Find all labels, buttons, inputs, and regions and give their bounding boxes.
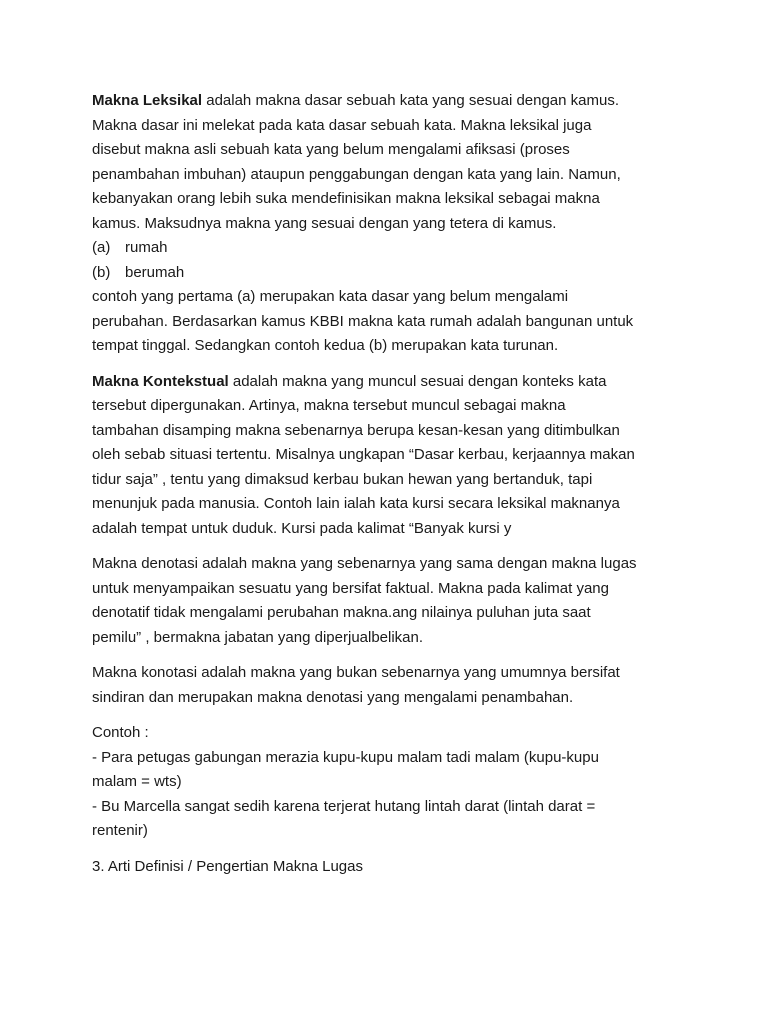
paragraph-makna-denotasi [92, 552, 692, 650]
paragraph-makna-konotasi [92, 661, 692, 710]
paragraph-contoh [92, 721, 692, 844]
paragraph-line: adalah tempat untuk duduk. Kursi pada kalimat “Banyak kursi y [92, 519, 512, 537]
paragraph-line [92, 370, 692, 395]
paragraph-line: tambahan disamping makna sebenarnya berupa kesan-kesan yang ditimbulkan [92, 421, 620, 439]
list-marker: (a) [92, 239, 111, 256]
paragraph-line: tersebut dipergunakan. Artinya, makna tersebut muncul sebagai makna [92, 397, 566, 414]
paragraph-text: adalah makna dasar sebuah kata yang sesuai dengan kamus. [202, 92, 620, 109]
section-heading [92, 855, 692, 880]
paragraph-line: sindiran dan merupakan makna denotasi yang mengalami penambahan. [92, 688, 574, 706]
paragraph-makna-leksikal [92, 89, 692, 359]
list-item-text: berumah [125, 263, 185, 281]
paragraph-line [92, 89, 692, 114]
paragraph-line: Makna denotasi adalah makna yang sebenarnya yang sama dengan makna lugas [92, 555, 637, 572]
paragraph-line: tempat tinggal. Sedangkan contoh kedua (b) merupakan kata turunan. [92, 337, 559, 354]
list-item [92, 261, 692, 286]
list-item [92, 236, 692, 261]
document-page [92, 89, 692, 890]
paragraph-line: perubahan. Berdasarkan kamus KBBI makna kata rumah adalah bangunan untuk [92, 312, 634, 330]
paragraph-line: untuk menyampaikan sesuatu yang bersifat faktual. Makna pada kalimat yang [92, 579, 609, 597]
heading-text: 3. Arti Definisi / Pengertian Makna Lugas [92, 857, 363, 875]
paragraph-line: kebanyakan orang lebih suka mendefinisikan makna leksikal sebagai makna [92, 190, 600, 207]
paragraph-line: kamus. Maksudnya makna yang sesuai dengan yang tetera di kamus. [92, 214, 557, 232]
list-item-text: rumah [125, 239, 168, 256]
term-makna-kontekstual: Makna Kontekstual [92, 372, 229, 390]
paragraph-text: adalah makna yang muncul sesuai dengan konteks kata [228, 372, 607, 390]
paragraph-line: Makna konotasi adalah makna yang bukan sebenarnya yang umumnya bersifat [92, 664, 620, 681]
paragraph-line: penambahan imbuhan) ataupun penggabungan dengan kata yang lain. Namun, [92, 165, 621, 183]
paragraph-line: oleh sebab situasi tertentu. Misalnya ungkapan “Dasar kerbau, kerjaannya makan [92, 446, 635, 463]
paragraph-line: malam = wts) [92, 773, 182, 790]
paragraph-line: disebut makna asli sebuah kata yang belum mengalami afiksasi (proses [92, 141, 570, 158]
term-makna-leksikal: Makna Leksikal [92, 92, 203, 109]
paragraph-line: tidur saja” , tentu yang dimaksud kerbau bukan hewan yang bertanduk, tapi [92, 470, 593, 488]
paragraph-line: pemilu” , bermakna jabatan yang diperjualbelikan. [92, 628, 424, 646]
paragraph-line: Makna dasar ini melekat pada kata dasar sebuah kata. Makna leksikal juga [92, 116, 592, 134]
paragraph-line: menunjuk pada manusia. Contoh lain ialah kata kursi secara leksikal maknanya [92, 495, 620, 512]
paragraph-line: - Bu Marcella sangat sedih karena terjerat hutang lintah darat (lintah darat = [92, 797, 596, 815]
paragraph-line: denotatif tidak mengalami perubahan makna.ang nilainya puluhan juta saat [92, 604, 591, 621]
list-marker: (b) [92, 263, 111, 281]
paragraph-makna-kontekstual [92, 370, 692, 542]
paragraph-line: - Para petugas gabungan merazia kupu-kupu malam tadi malam (kupu-kupu [92, 748, 599, 766]
paragraph-line: Contoh : [92, 724, 149, 741]
paragraph-line: rentenir) [92, 822, 148, 839]
paragraph-line: contoh yang pertama (a) merupakan kata dasar yang belum mengalami [92, 288, 569, 305]
